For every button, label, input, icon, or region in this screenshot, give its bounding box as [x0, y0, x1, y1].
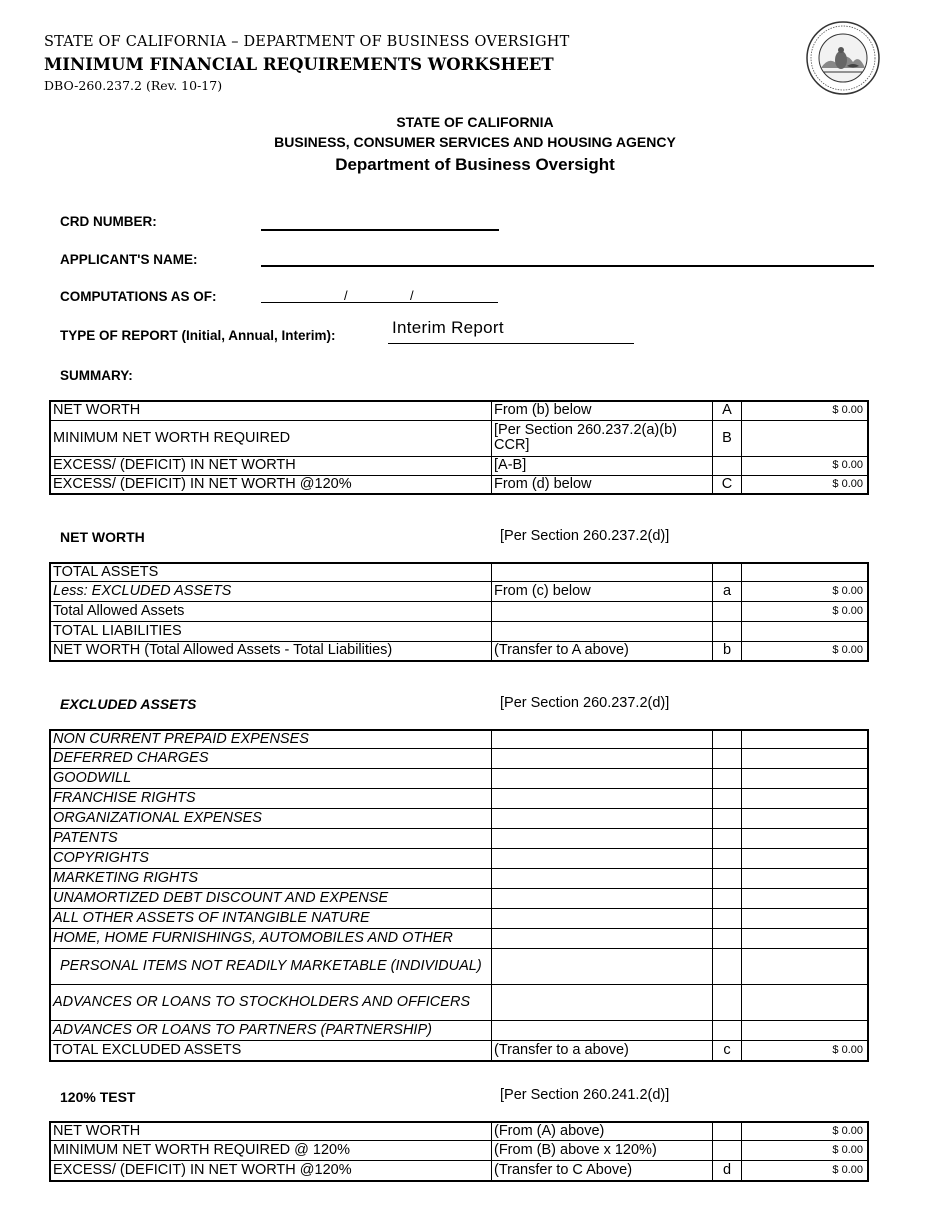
test-120-title: 120% TEST [60, 1089, 136, 1105]
row-label: ALL OTHER ASSETS OF INTANGIBLE NATURE [50, 908, 492, 928]
table-row [50, 475, 868, 494]
excluded-assets-title: EXCLUDED ASSETS [60, 696, 197, 712]
table-row [50, 768, 868, 788]
row-ref: From (b) below [492, 401, 713, 420]
row-value-field[interactable] [742, 848, 869, 868]
crd-number-label: CRD NUMBER: [60, 214, 157, 229]
row-ref [492, 908, 713, 928]
row-label: ADVANCES OR LOANS TO PARTNERS (PARTNERSHIP) [50, 1020, 492, 1040]
table-row [50, 563, 868, 581]
net-worth-table [49, 562, 869, 662]
row-ref [492, 1020, 713, 1040]
row-label: MINIMUM NET WORTH REQUIRED @ 120% [50, 1140, 492, 1160]
table-row [50, 828, 868, 848]
row-ref [492, 748, 713, 768]
row-code [713, 1140, 742, 1160]
table-row [50, 948, 868, 984]
row-value-field[interactable] [742, 748, 869, 768]
row-code [713, 621, 742, 641]
row-ref [492, 868, 713, 888]
row-value-field[interactable] [742, 808, 869, 828]
table-row [50, 1160, 868, 1181]
table-row [50, 1122, 868, 1140]
row-label: PERSONAL ITEMS NOT READILY MARKETABLE (INDIVIDUAL) [50, 948, 492, 984]
row-ref [492, 808, 713, 828]
row-value-field[interactable] [742, 768, 869, 788]
table-row [50, 621, 868, 641]
row-ref: From (d) below [492, 475, 713, 494]
row-label: GOODWILL [50, 768, 492, 788]
row-ref: (From (A) above) [492, 1122, 713, 1140]
row-value-field[interactable]: $ 0.00 [742, 601, 869, 621]
row-code [713, 868, 742, 888]
row-value-field[interactable] [742, 908, 869, 928]
table-row [50, 808, 868, 828]
row-value-field[interactable] [742, 888, 869, 908]
row-value-field[interactable] [742, 928, 869, 948]
row-value-field[interactable]: $ 0.00 [742, 1140, 869, 1160]
row-label: EXCESS/ (DEFICIT) IN NET WORTH @120% [50, 1160, 492, 1181]
row-value-field[interactable] [742, 621, 869, 641]
summary-label: SUMMARY: [60, 368, 133, 383]
row-code [713, 1122, 742, 1140]
test-120-table [49, 1121, 869, 1182]
row-code [713, 984, 742, 1020]
test-120-reference: [Per Section 260.241.2(d)] [500, 1087, 670, 1103]
row-label: NET WORTH (Total Allowed Assets - Total Liabilities) [50, 641, 492, 661]
row-value-field[interactable] [742, 1020, 869, 1040]
row-value-field[interactable]: $ 0.00 [742, 1160, 869, 1181]
row-value-field[interactable] [742, 788, 869, 808]
table-row [50, 641, 868, 661]
applicant-name-label: APPLICANT'S NAME: [60, 252, 198, 267]
row-value-field[interactable] [742, 984, 869, 1020]
excluded-assets-reference: [Per Section 260.237.2(d)] [500, 695, 670, 711]
row-code [713, 848, 742, 868]
row-value-field[interactable]: $ 0.00 [742, 401, 869, 420]
row-ref [492, 928, 713, 948]
row-code: A [713, 401, 742, 420]
row-value-field[interactable]: $ 0.00 [742, 1122, 869, 1140]
row-label: MINIMUM NET WORTH REQUIRED [50, 420, 492, 456]
row-label: ADVANCES OR LOANS TO STOCKHOLDERS AND OFFICERS [50, 984, 492, 1020]
row-code [713, 456, 742, 475]
table-row [50, 788, 868, 808]
date-separator: / [410, 288, 414, 303]
applicant-name-field[interactable] [261, 265, 874, 267]
row-label: Total Allowed Assets [50, 601, 492, 621]
department-name: Department of Business Oversight [335, 155, 615, 174]
row-label: EXCESS/ (DEFICIT) IN NET WORTH @120% [50, 475, 492, 494]
row-code [713, 748, 742, 768]
row-label: UNAMORTIZED DEBT DISCOUNT AND EXPENSE [50, 888, 492, 908]
row-ref: (Transfer to a above) [492, 1040, 713, 1061]
row-label: COPYRIGHTS [50, 848, 492, 868]
row-value-field[interactable]: $ 0.00 [742, 456, 869, 475]
row-value-field[interactable] [742, 868, 869, 888]
row-label: NON CURRENT PREPAID EXPENSES [50, 730, 492, 748]
row-value-field[interactable] [742, 948, 869, 984]
row-ref [492, 828, 713, 848]
row-code [713, 928, 742, 948]
row-ref [492, 848, 713, 868]
row-code [713, 768, 742, 788]
table-row [50, 1040, 868, 1061]
table-row [50, 748, 868, 768]
row-ref: (Transfer to A above) [492, 641, 713, 661]
table-row [50, 1020, 868, 1040]
row-code: d [713, 1160, 742, 1181]
table-row [50, 928, 868, 948]
excluded-assets-table [49, 729, 869, 1062]
table-row [50, 1140, 868, 1160]
row-label: TOTAL EXCLUDED ASSETS [50, 1040, 492, 1061]
agency-name: BUSINESS, CONSUMER SERVICES AND HOUSING AGENCY [274, 134, 676, 150]
summary-table [49, 400, 869, 495]
row-label: NET WORTH [50, 401, 492, 420]
row-ref [492, 984, 713, 1020]
row-label: TOTAL LIABILITIES [50, 621, 492, 641]
row-ref: From (c) below [492, 581, 713, 601]
row-value-field[interactable]: $ 0.00 [742, 641, 869, 661]
row-label: EXCESS/ (DEFICIT) IN NET WORTH [50, 456, 492, 475]
row-value-field[interactable]: $ 0.00 [742, 581, 869, 601]
row-code [713, 563, 742, 581]
header-department-line: STATE OF CALIFORNIA – DEPARTMENT OF BUSINESS OVERSIGHT [44, 34, 570, 50]
table-row [50, 984, 868, 1020]
row-code [713, 948, 742, 984]
table-row [50, 888, 868, 908]
computations-as-of-label: COMPUTATIONS AS OF: [60, 289, 217, 304]
row-label: HOME, HOME FURNISHINGS, AUTOMOBILES AND OTHER [50, 928, 492, 948]
net-worth-title: NET WORTH [60, 529, 145, 545]
report-type-field[interactable] [388, 317, 634, 344]
row-code [713, 828, 742, 848]
row-label: DEFERRED CHARGES [50, 748, 492, 768]
row-code: b [713, 641, 742, 661]
row-label: NET WORTH [50, 1122, 492, 1140]
row-value-field[interactable] [742, 730, 869, 748]
table-row [50, 908, 868, 928]
row-label: TOTAL ASSETS [50, 563, 492, 581]
row-label: ORGANIZATIONAL EXPENSES [50, 808, 492, 828]
row-code [713, 601, 742, 621]
table-row [50, 730, 868, 748]
row-code [713, 888, 742, 908]
row-code [713, 788, 742, 808]
row-ref [492, 730, 713, 748]
row-ref [492, 601, 713, 621]
row-code [713, 808, 742, 828]
row-value-field[interactable] [742, 828, 869, 848]
row-code: a [713, 581, 742, 601]
row-ref [492, 563, 713, 581]
report-type-label: TYPE OF REPORT (Initial, Annual, Interim): [60, 328, 336, 343]
table-row [50, 420, 868, 456]
row-label: Less: EXCLUDED ASSETS [50, 581, 492, 601]
row-ref [492, 621, 713, 641]
report-type-value: Interim Report [392, 318, 504, 337]
net-worth-reference: [Per Section 260.237.2(d)] [500, 528, 670, 544]
row-ref [492, 788, 713, 808]
row-code: c [713, 1040, 742, 1061]
row-ref: (Transfer to C Above) [492, 1160, 713, 1181]
row-code [713, 908, 742, 928]
row-code [713, 730, 742, 748]
date-separator: / [344, 288, 348, 303]
row-value-field[interactable] [742, 563, 869, 581]
row-code: C [713, 475, 742, 494]
row-ref [492, 768, 713, 788]
table-row [50, 456, 868, 475]
california-state-seal-icon [805, 20, 881, 96]
row-code [713, 1020, 742, 1040]
table-row [50, 868, 868, 888]
table-row [50, 401, 868, 420]
computations-date-field[interactable] [261, 302, 498, 303]
form-title: MINIMUM FINANCIAL REQUIREMENTS WORKSHEET [44, 55, 554, 74]
form-number: DBO-260.237.2 (Rev. 10-17) [44, 78, 223, 93]
row-value-field[interactable]: $ 0.00 [742, 1040, 869, 1061]
row-label: FRANCHISE RIGHTS [50, 788, 492, 808]
row-code: B [713, 420, 742, 456]
table-row [50, 581, 868, 601]
row-value-field[interactable] [742, 420, 869, 456]
table-row [50, 601, 868, 621]
table-row [50, 848, 868, 868]
row-label: MARKETING RIGHTS [50, 868, 492, 888]
row-ref: [Per Section 260.237.2(a)(b) CCR] [492, 420, 713, 456]
agency-state: STATE OF CALIFORNIA [396, 114, 554, 130]
row-value-field[interactable]: $ 0.00 [742, 475, 869, 494]
row-ref [492, 888, 713, 908]
row-ref [492, 948, 713, 984]
row-ref: (From (B) above x 120%) [492, 1140, 713, 1160]
crd-number-field[interactable] [261, 229, 499, 231]
row-label: PATENTS [50, 828, 492, 848]
row-ref: [A-B] [492, 456, 713, 475]
